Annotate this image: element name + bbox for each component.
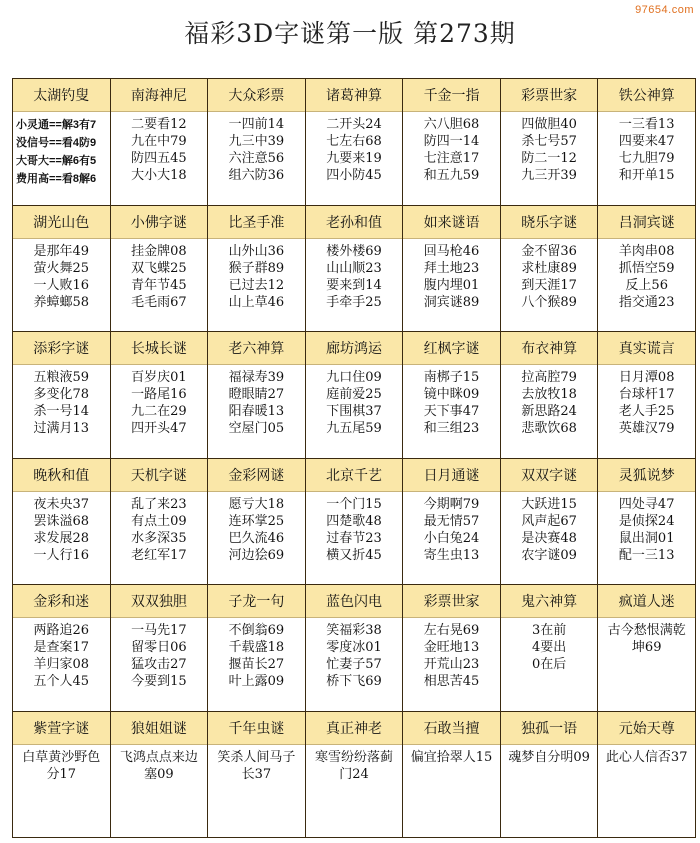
riddle-line: 南梆子15 (423, 370, 480, 385)
cell-header: 金彩网谜 (208, 459, 305, 492)
riddle-line: 山外山36 (228, 243, 285, 259)
riddle-line: 一人行16 (33, 547, 90, 563)
riddle-line: 愿亏大18 (228, 496, 285, 512)
riddle-cell (13, 585, 110, 711)
riddle-verse: 此心人信否37 (605, 749, 688, 765)
riddle-line: 过满月13 (33, 421, 90, 436)
cell-header: 鬼六神算 (501, 585, 598, 618)
cell-header: 真实谎言 (598, 332, 695, 365)
riddle-line: 阳春暖13 (228, 404, 285, 419)
riddle-line: 九三开39 (521, 168, 577, 183)
riddle-line: 已过去12 (228, 277, 285, 293)
riddle-line: 风声起67 (521, 513, 577, 529)
riddle-line: 六注意56 (228, 151, 285, 166)
cell-header: 铁公神算 (598, 79, 695, 112)
cell-body (403, 365, 500, 458)
riddle-line: 反上56 (625, 277, 668, 293)
riddle-cell (501, 459, 598, 585)
riddle-verse: 飞鸿点点来边塞09 (119, 749, 198, 782)
riddle-line: 忙妻子57 (326, 657, 382, 672)
riddle-line: 今要到15 (131, 674, 187, 689)
riddle-line: 水多深35 (131, 530, 187, 546)
cell-body (501, 365, 598, 458)
riddle-cell (208, 332, 305, 458)
riddle-line: 猴子群89 (228, 260, 285, 276)
riddle-line: 英雄汉79 (618, 421, 675, 436)
riddle-cell (208, 585, 305, 711)
cell-header: 诸葛神算 (306, 79, 403, 112)
cell-body (403, 618, 500, 711)
riddle-cell (598, 585, 695, 711)
cell-body (501, 618, 598, 711)
riddle-line: 指交通23 (618, 294, 675, 310)
riddle-cell (13, 712, 110, 838)
riddle-line: 五粮液59 (33, 370, 90, 385)
riddle-cell (111, 459, 208, 585)
cell-header: 吕洞宾谜 (598, 206, 695, 239)
riddle-line: 揠苗长27 (228, 657, 285, 672)
riddle-line: 相思苦45 (423, 674, 480, 689)
riddle-line: 今期啊79 (423, 496, 480, 512)
riddle-line: 楼外楼69 (326, 243, 382, 259)
cell-header: 廊坊鸿运 (306, 332, 403, 365)
cell-body (598, 365, 695, 458)
riddle-cell (306, 712, 403, 838)
cell-body (501, 745, 598, 838)
riddle-line: 千载盛18 (228, 640, 285, 655)
riddle-line: 金不留36 (521, 243, 577, 259)
cell-header: 元始天尊 (598, 712, 695, 745)
riddle-line: 九口住09 (326, 370, 382, 385)
riddle-line: 双飞蝶25 (131, 260, 187, 276)
riddle-line: 鼠出洞01 (618, 530, 675, 546)
cell-header: 子龙一句 (208, 585, 305, 618)
cell-body (208, 618, 305, 711)
cell-body (111, 239, 208, 332)
riddle-cell (208, 712, 305, 838)
riddle-line: 百岁庆01 (131, 370, 187, 385)
cell-header: 金彩和迷 (13, 585, 110, 618)
cell-header: 双双字谜 (501, 459, 598, 492)
cell-header: 紫萱字谜 (13, 712, 110, 745)
riddle-line: 大跃进15 (521, 496, 577, 512)
cell-body (501, 112, 598, 205)
riddle-line: 金旺地13 (423, 640, 480, 655)
riddle-cell (598, 332, 695, 458)
riddle-cell (598, 206, 695, 332)
cell-body (501, 492, 598, 585)
riddle-line: 最无情57 (423, 513, 480, 529)
riddle-line: 老人手25 (618, 404, 675, 419)
riddle-line: 罢诛溢68 (33, 513, 90, 529)
riddle-line: 夜未央37 (33, 496, 90, 512)
riddle-line: 七九胆79 (618, 151, 675, 166)
riddle-line: 镜中眯09 (423, 387, 480, 402)
riddle-line: 笑福彩38 (326, 623, 382, 638)
riddle-line: 没信号==看4防9 (16, 137, 97, 149)
riddle-line: 桥下飞69 (326, 674, 382, 689)
riddle-line: 配一三13 (618, 547, 675, 563)
cell-header: 老六神算 (208, 332, 305, 365)
riddle-line: 羊归家08 (33, 657, 90, 672)
riddle-cell (598, 79, 695, 205)
riddle-line: 毛毛雨67 (131, 294, 187, 310)
riddle-cell (501, 712, 598, 838)
riddle-line: 和开单15 (618, 168, 675, 183)
riddle-cell (111, 79, 208, 205)
cell-body (13, 492, 110, 585)
riddle-line: 六八胆68 (423, 117, 480, 132)
cell-header: 彩票世家 (403, 585, 500, 618)
site-watermark: 97654.com (635, 4, 694, 16)
riddle-line: 洞宾谜89 (423, 294, 480, 310)
riddle-line: 是查案17 (33, 640, 90, 655)
cell-header: 千年虫谜 (208, 712, 305, 745)
riddle-line: 一三看13 (618, 117, 675, 132)
cell-header: 布衣神算 (501, 332, 598, 365)
riddle-line: 防四五45 (131, 151, 187, 166)
cell-body (306, 239, 403, 332)
riddle-cell (13, 206, 110, 332)
riddle-line: 养蟑螂58 (33, 294, 90, 310)
riddle-line: 新思路24 (521, 404, 577, 419)
riddle-line: 是决赛48 (521, 530, 577, 546)
cell-body (208, 745, 305, 838)
riddle-line: 下围棋37 (326, 404, 382, 419)
riddle-line: 猛攻击27 (131, 657, 187, 672)
riddle-line: 一四前14 (228, 117, 285, 132)
cell-header: 长城长谜 (111, 332, 208, 365)
riddle-cell (403, 206, 500, 332)
riddle-cell (403, 332, 500, 458)
riddle-line: 寄生虫13 (423, 547, 480, 563)
riddle-line: 四开头47 (131, 421, 187, 436)
riddle-cell (13, 332, 110, 458)
riddle-line: 九要来19 (326, 151, 382, 166)
cell-body (111, 492, 208, 585)
cell-header: 老孙和值 (306, 206, 403, 239)
riddle-line: 叶上露09 (228, 674, 285, 689)
riddle-line: 到天涯17 (521, 277, 577, 293)
cell-body (306, 112, 403, 205)
riddle-line: 手牵手25 (326, 294, 382, 310)
riddle-line: 空屋门05 (228, 421, 285, 436)
cell-body (13, 745, 110, 838)
riddle-line: 要来到14 (326, 277, 382, 293)
cell-header: 晚秋和值 (13, 459, 110, 492)
cell-header: 北京千艺 (306, 459, 403, 492)
riddle-line: 山山顺23 (326, 260, 382, 276)
riddle-line: 七注意17 (423, 151, 480, 166)
riddle-line: 二要看12 (131, 117, 187, 132)
riddle-line: 组六防36 (228, 168, 285, 183)
riddle-cell (598, 459, 695, 585)
riddle-verse: 笑杀人间马子长37 (217, 749, 296, 782)
riddle-cell (403, 459, 500, 585)
riddle-line: 防二一12 (521, 151, 577, 166)
riddle-line: 左右晃69 (423, 623, 480, 638)
riddle-cell (306, 79, 403, 205)
riddle-line: 小灵通==解3有7 (16, 119, 97, 131)
riddle-line: 杀七号57 (521, 134, 577, 149)
cell-body (403, 112, 500, 205)
riddle-line: 3在前 (531, 623, 567, 638)
riddle-line: 过春节23 (326, 530, 382, 546)
riddle-cell (501, 332, 598, 458)
cell-header: 晓乐字谜 (501, 206, 598, 239)
riddle-line: 青年节45 (131, 277, 187, 293)
cell-body (306, 365, 403, 458)
riddle-verse: 白草黄沙野色分17 (22, 749, 101, 782)
riddle-line: 多变化78 (33, 387, 90, 402)
cell-header: 大众彩票 (208, 79, 305, 112)
cell-header: 如来谜语 (403, 206, 500, 239)
cell-body (111, 618, 208, 711)
cell-body (403, 239, 500, 332)
riddle-line: 老红军17 (131, 547, 187, 563)
riddle-line: 台球杆17 (618, 387, 675, 402)
cell-body (208, 112, 305, 205)
cell-body (208, 239, 305, 332)
riddle-cell (208, 459, 305, 585)
riddle-cell (501, 585, 598, 711)
riddle-cell (403, 712, 500, 838)
cell-body (208, 492, 305, 585)
riddle-line: 福禄寿39 (228, 370, 285, 385)
riddle-line: 求发展28 (33, 530, 90, 546)
riddle-line: 拜土地23 (423, 260, 480, 276)
riddle-cell (306, 206, 403, 332)
riddle-line: 九二在29 (131, 404, 187, 419)
cell-body (111, 112, 208, 205)
cell-body (598, 745, 695, 838)
riddle-line: 是那年49 (33, 243, 90, 259)
riddle-cell (598, 712, 695, 838)
riddle-cell (208, 79, 305, 205)
cell-header: 独孤一语 (501, 712, 598, 745)
riddle-line: 有点土09 (131, 513, 187, 529)
riddle-line: 瞪眼睛27 (228, 387, 285, 402)
riddle-line: 拉高腔79 (521, 370, 577, 385)
cell-header: 彩票世家 (501, 79, 598, 112)
cell-header: 蓝色闪电 (306, 585, 403, 618)
riddle-line: 小白兔24 (423, 530, 480, 546)
cell-body (598, 618, 695, 711)
riddle-line: 去放牧18 (521, 387, 577, 402)
riddle-cell (111, 206, 208, 332)
riddle-line: 四处寻47 (618, 496, 675, 512)
cell-header: 灵狐说梦 (598, 459, 695, 492)
riddle-line: 乱了来23 (131, 496, 187, 512)
cell-header: 日月通谜 (403, 459, 500, 492)
cell-header: 狼姐姐谜 (111, 712, 208, 745)
cell-header: 南海神尼 (111, 79, 208, 112)
riddle-line: 横又折45 (326, 547, 382, 563)
riddle-line: 七左右68 (326, 134, 382, 149)
riddle-line: 四楚歌48 (326, 513, 382, 529)
riddle-line: 开荒山23 (423, 657, 480, 672)
cell-header: 添彩字谜 (13, 332, 110, 365)
riddle-verse: 寒雪纷纷落蓟门24 (314, 749, 393, 782)
riddle-line: 回马枪46 (423, 243, 480, 259)
riddle-cell (111, 332, 208, 458)
riddle-line: 巴久流46 (228, 530, 285, 546)
cell-header: 千金一指 (403, 79, 500, 112)
riddle-line: 一个门15 (326, 496, 382, 512)
riddle-line: 日月潭08 (618, 370, 675, 385)
cell-body (598, 112, 695, 205)
cell-body (13, 365, 110, 458)
cell-body (208, 365, 305, 458)
riddle-cell (208, 206, 305, 332)
riddle-line: 不倒翁69 (228, 623, 285, 638)
cell-header: 红枫字谜 (403, 332, 500, 365)
riddle-line: 防四一14 (423, 134, 480, 149)
cell-header: 小佛字谜 (111, 206, 208, 239)
cell-header: 天机字谜 (111, 459, 208, 492)
cell-body (13, 239, 110, 332)
cell-body (403, 492, 500, 585)
riddle-cell (403, 585, 500, 711)
cell-body (403, 745, 500, 838)
cell-header: 比圣手准 (208, 206, 305, 239)
riddle-line: 和五九59 (423, 168, 480, 183)
riddle-line: 两路追26 (33, 623, 90, 638)
riddle-line: 山上草46 (228, 294, 285, 310)
riddle-line: 腹内埋01 (423, 277, 480, 293)
riddle-line: 大小大18 (131, 168, 187, 183)
riddle-line: 河边狯69 (228, 547, 285, 563)
riddle-line: 4要出 (531, 640, 567, 655)
riddle-line: 萤火舞25 (33, 260, 90, 276)
riddle-line: 挂金牌08 (131, 243, 187, 259)
riddle-line: 四做胆40 (521, 117, 577, 132)
cell-body (306, 745, 403, 838)
riddle-line: 九五尾59 (326, 421, 382, 436)
riddle-line: 0在后 (531, 657, 567, 672)
riddle-cell (306, 332, 403, 458)
riddle-line: 连环掌25 (228, 513, 285, 529)
cell-header: 石敢当擅 (403, 712, 500, 745)
riddle-cell (13, 459, 110, 585)
cell-body (111, 365, 208, 458)
riddle-line: 留零日06 (131, 640, 187, 655)
riddle-line: 庭前爱25 (326, 387, 382, 402)
riddle-line: 杀一号14 (33, 404, 90, 419)
riddle-line: 五个人45 (33, 674, 90, 689)
riddle-line: 一人败16 (33, 277, 90, 293)
riddle-line: 费用高==看8解6 (16, 173, 97, 185)
riddle-line: 二开头24 (326, 117, 382, 132)
riddle-line: 一马先17 (131, 623, 187, 638)
riddle-line: 和三组23 (423, 421, 480, 436)
cell-header: 双双独胆 (111, 585, 208, 618)
riddle-line: 悲歌饮68 (521, 421, 577, 436)
riddle-cell (501, 206, 598, 332)
cell-body (598, 492, 695, 585)
riddle-line: 一路尾16 (131, 387, 187, 402)
cell-body (13, 618, 110, 711)
cell-header: 疯道人迷 (598, 585, 695, 618)
cell-body (306, 618, 403, 711)
riddle-cell (306, 459, 403, 585)
riddle-line: 八个猴89 (521, 294, 577, 310)
cell-body (501, 239, 598, 332)
riddle-cell (306, 585, 403, 711)
cell-body (13, 112, 110, 205)
riddle-line: 是侦探24 (618, 513, 675, 529)
cell-header: 湖光山色 (13, 206, 110, 239)
riddle-cell (111, 712, 208, 838)
riddle-verse: 古今愁恨满乾坤69 (607, 623, 686, 655)
cell-body (306, 492, 403, 585)
cell-header: 真正神老 (306, 712, 403, 745)
riddle-verse: 偏宜拾翠人15 (410, 749, 493, 765)
riddle-table (12, 78, 696, 838)
cell-header: 太湖钓叟 (13, 79, 110, 112)
riddle-cell (501, 79, 598, 205)
riddle-line: 九在中79 (131, 134, 187, 149)
riddle-line: 天下事47 (423, 404, 480, 419)
riddle-cell (13, 79, 110, 205)
riddle-verse: 魂梦自分明09 (508, 749, 590, 765)
riddle-line: 羊肉串08 (618, 243, 675, 259)
riddle-line: 求杜康89 (521, 260, 577, 276)
riddle-line: 零度冰01 (326, 640, 382, 655)
riddle-line: 大哥大==解6有5 (16, 155, 97, 167)
cell-body (598, 239, 695, 332)
riddle-line: 四要来47 (618, 134, 675, 149)
riddle-line: 抓悟空59 (618, 260, 675, 276)
cell-body (111, 745, 208, 838)
riddle-cell (111, 585, 208, 711)
riddle-line: 农字谜09 (521, 547, 577, 563)
page-title: 福彩3D字谜第一版 第273期 (184, 19, 516, 48)
riddle-line: 九三中39 (228, 134, 285, 149)
riddle-cell (403, 79, 500, 205)
riddle-line: 四小防45 (326, 168, 382, 183)
